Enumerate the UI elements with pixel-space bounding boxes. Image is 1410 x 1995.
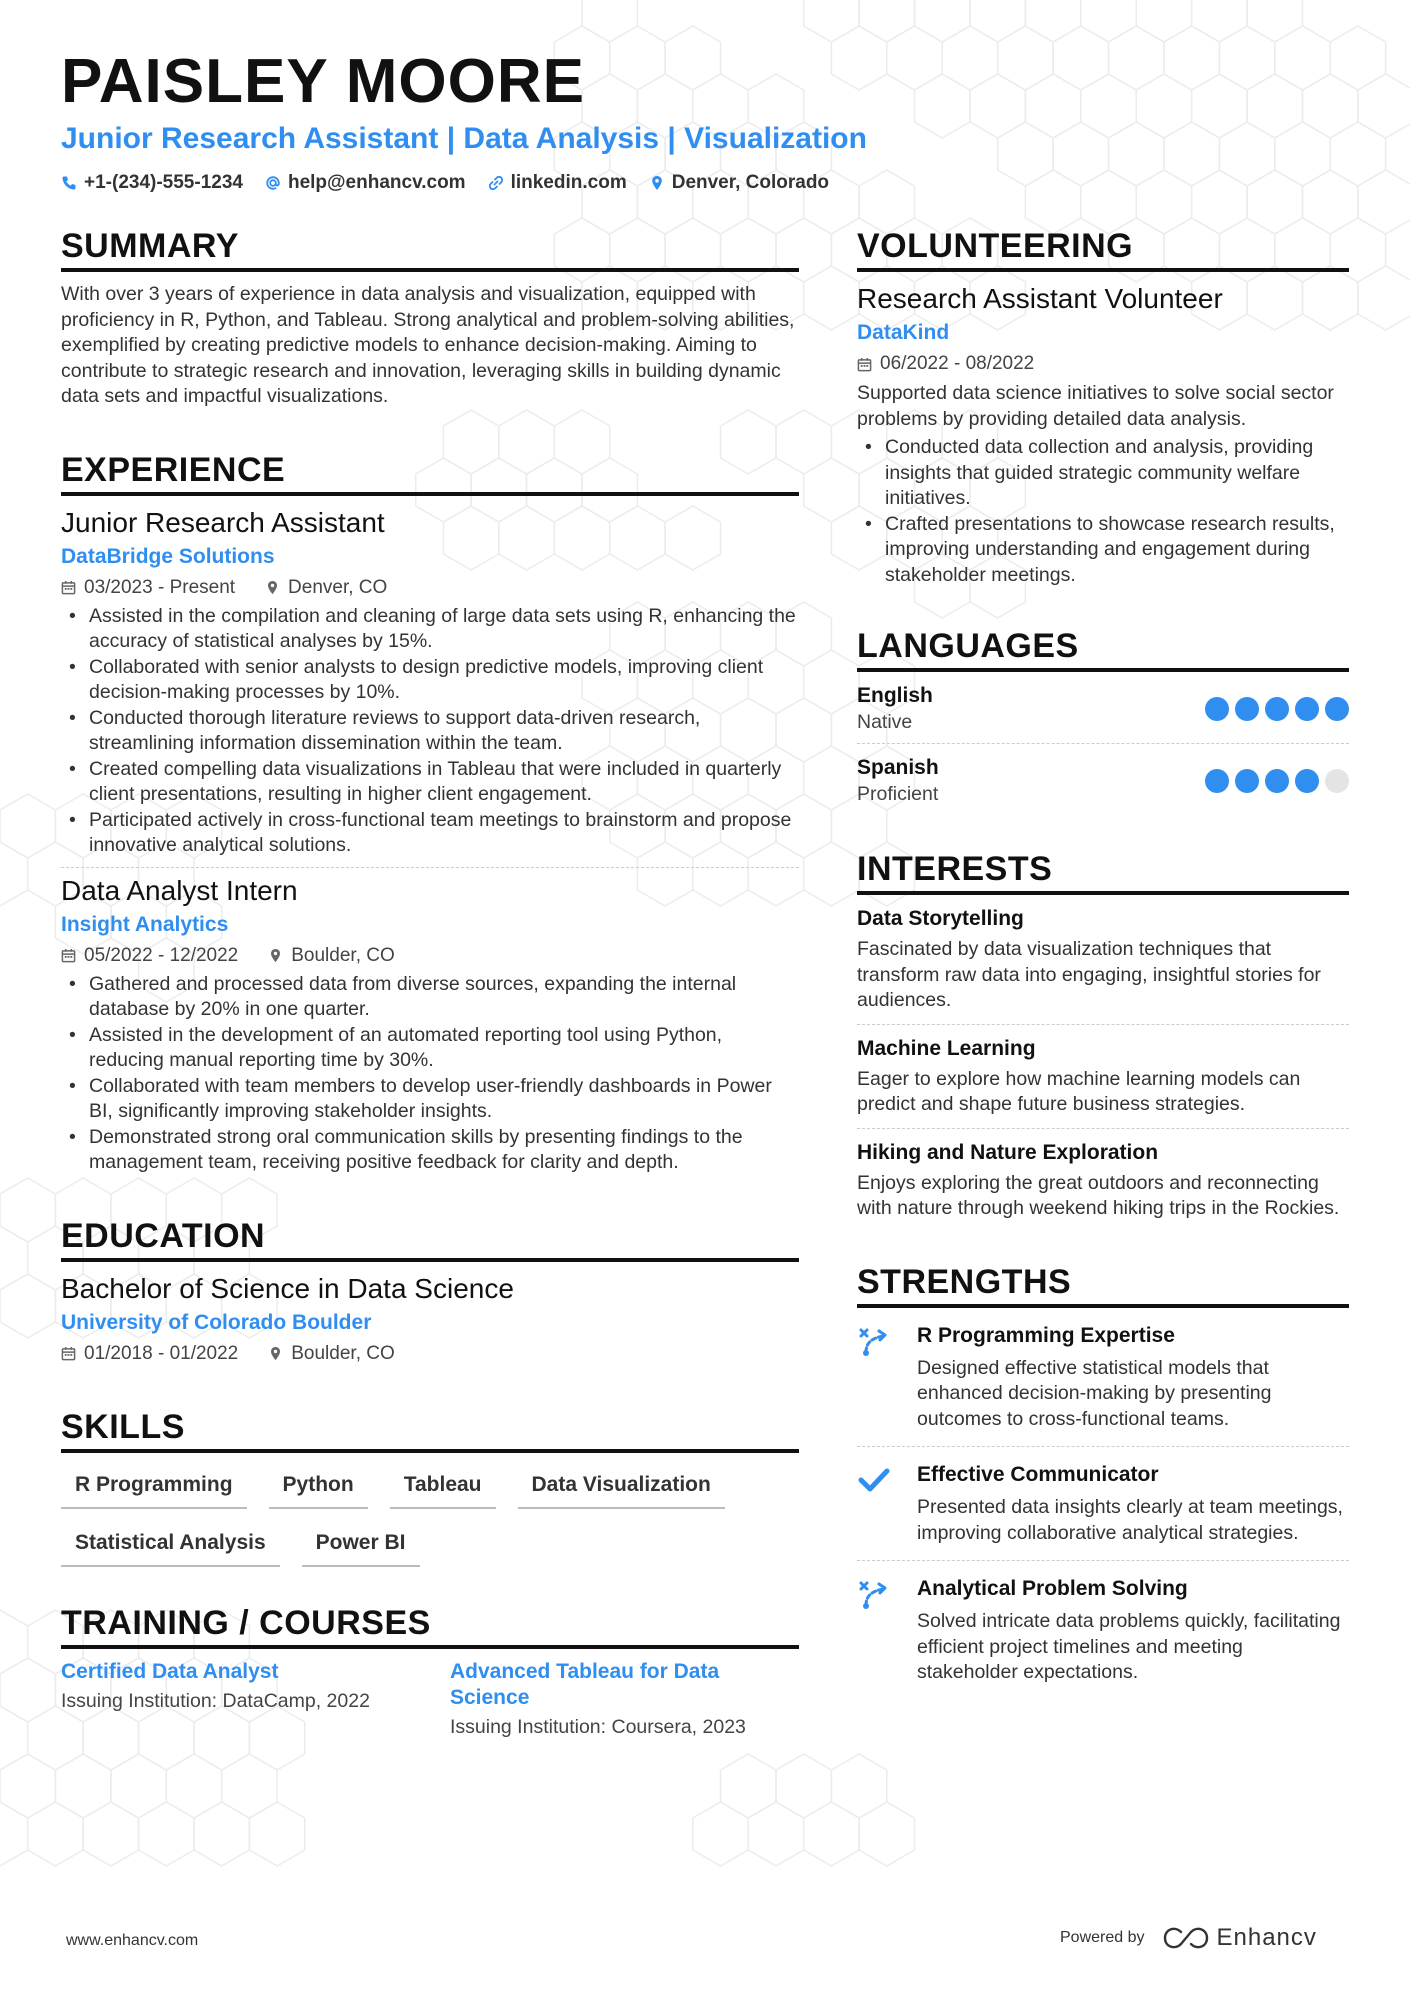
interest-item	[857, 1035, 1349, 1129]
course-name: Certified Data Analyst	[61, 1659, 279, 1683]
degree-title: Bachelor of Science in Data Science	[61, 1272, 514, 1304]
left-column	[61, 226, 799, 1770]
company-name: Insight Analytics	[61, 912, 229, 936]
bullet-item: • Demonstrated strong oral communication skills by presenting findings to the management team, receiving positive feedback for clarity and depth.	[61, 1125, 799, 1176]
experience-heading: EXPERIENCE	[61, 450, 799, 496]
strength-description: Designed effective statistical models that enhanced decision-making by presenting outcomes to cross-functional teams.	[917, 1356, 1272, 1430]
bullet-item: • Conducted thorough literature reviews to support data-driven research, streamlining information dissemination within the team.	[61, 706, 799, 757]
volunteer-bullets	[857, 435, 1349, 588]
course-institution: Issuing Institution: DataCamp, 2022	[61, 1689, 370, 1712]
at-icon	[265, 175, 281, 191]
enhancv-logo[interactable]	[1163, 1924, 1317, 1952]
contact-location	[649, 170, 829, 196]
summary-section	[61, 226, 799, 410]
strategy-icon	[857, 1324, 891, 1358]
entry-divider	[61, 867, 799, 868]
calendar-icon	[61, 948, 76, 963]
interests-section	[857, 849, 1349, 1222]
contact-phone[interactable]	[61, 170, 243, 196]
strength-description: Solved intricate data problems quickly, facilitating efficient project timelines and meeting stakeholder expectations.	[917, 1610, 1341, 1683]
education-heading: EDUCATION	[61, 1216, 799, 1262]
calendar-icon	[857, 357, 872, 372]
bullet-item: • Collaborated with senior analysts to design predictive models, improving client decision-making processes by 10%.	[61, 655, 799, 706]
rating-dot-filled	[1235, 697, 1259, 721]
checkmark-icon	[857, 1463, 891, 1497]
phone-text: +1-(234)-555-1234	[84, 172, 243, 193]
location-pin-icon	[649, 175, 665, 191]
link-icon	[488, 175, 504, 191]
experience-section	[61, 450, 799, 1176]
school-name: University of Colorado Boulder	[61, 1310, 372, 1334]
volunteer-org: DataKind	[857, 321, 950, 344]
location-pin-icon	[268, 1346, 283, 1361]
language-name: English	[857, 684, 933, 707]
education-dates	[61, 1341, 238, 1367]
strategy-icon	[857, 1577, 891, 1611]
volunteer-dates-text: 06/2022 - 08/2022	[880, 353, 1035, 374]
job-title: Data Analyst Intern	[61, 874, 298, 906]
skill-tag: R Programming	[61, 1471, 247, 1509]
contact-email[interactable]	[265, 170, 466, 196]
language-item	[857, 744, 1349, 815]
summary-text: With over 3 years of experience in data analysis and visualization, equipped with proficiency in R, Python, and Tableau. Strong analytical and problem-solving abilities, exemplified by creating predictive models to enhance decision-making. Aiming to contribute to strategic research and innovation, leveraging skills in building dynamic data sets and impactful visualizations.	[61, 283, 795, 407]
job-location	[268, 943, 395, 969]
calendar-icon	[61, 1346, 76, 1361]
languages-heading: LANGUAGES	[857, 626, 1349, 672]
skill-tag: Data Visualization	[518, 1471, 725, 1509]
strength-title: Effective Communicator	[917, 1463, 1159, 1486]
location-text: Denver, Colorado	[671, 172, 830, 193]
languages-section	[857, 626, 1349, 815]
education-section	[61, 1216, 799, 1367]
skill-tag: Statistical Analysis	[61, 1529, 280, 1567]
strengths-heading: STRENGTHS	[857, 1262, 1349, 1308]
strength-item	[857, 1575, 1349, 1686]
rating-dot-filled	[1205, 697, 1229, 721]
language-name: Spanish	[857, 756, 939, 779]
education-dates-text: 01/2018 - 01/2022	[84, 1342, 239, 1364]
strengths-section	[857, 1262, 1349, 1686]
language-level: Proficient	[857, 783, 939, 805]
bullet-item: • Conducted data collection and analysis, providing insights that guided strategic community welfare initiatives.	[857, 435, 1349, 512]
training-heading: TRAINING / COURSES	[61, 1603, 799, 1649]
job-dates	[61, 943, 238, 969]
course-list	[61, 1659, 799, 1740]
bullet-item: • Gathered and processed data from diverse sources, expanding the internal database by 20% in one quarter.	[61, 972, 799, 1023]
strength-item	[857, 1461, 1349, 1561]
contact-row	[61, 170, 1361, 196]
interest-title: Data Storytelling	[857, 907, 1024, 930]
education-location	[268, 1341, 395, 1367]
volunteer-dates	[857, 351, 1034, 377]
rating-dot-filled	[1205, 769, 1229, 793]
brand-name: Enhancv	[1216, 1924, 1317, 1951]
rating-dot-filled	[1325, 697, 1349, 721]
rating-dot-filled	[1295, 697, 1319, 721]
skill-tag: Power BI	[302, 1529, 420, 1567]
interests-heading: INTERESTS	[857, 849, 1349, 895]
bullet-item: • Created compelling data visualizations in Tableau that were included in quarterly client presentations, resulting in higher client engagement.	[61, 757, 799, 808]
calendar-icon	[61, 580, 76, 595]
rating-dot-filled	[1295, 769, 1319, 793]
interest-description: Fascinated by data visualization techniques that transform raw data into engaging, insightful stories for audiences.	[857, 938, 1321, 1011]
strength-description: Presented data insights clearly at team meetings, improving collaborative analytical strategies.	[917, 1496, 1343, 1544]
skill-tag: Python	[269, 1471, 368, 1509]
email-text: help@enhancv.com	[287, 172, 466, 193]
phone-icon	[61, 175, 77, 191]
interest-item	[857, 1139, 1349, 1222]
powered-by-label: Powered by	[1060, 1929, 1145, 1946]
job-location	[265, 575, 387, 601]
bullet-item: • Assisted in the development of an automated reporting tool using Python, reducing manual reporting time by 30%.	[61, 1023, 799, 1074]
volunteer-meta	[857, 351, 1349, 377]
interest-description: Enjoys exploring the great outdoors and reconnecting with nature through weekend hiking trips in the Rockies.	[857, 1171, 1340, 1219]
job-dates	[61, 575, 235, 601]
company-name: DataBridge Solutions	[61, 544, 275, 568]
enhancv-logo-icon	[1163, 1926, 1209, 1950]
bullet-item: • Crafted presentations to showcase research results, improving understanding and engagement during stakeholder meetings.	[857, 512, 1349, 589]
job-bullets	[61, 972, 799, 1176]
skill-tag: Tableau	[390, 1471, 496, 1509]
volunteering-section	[857, 226, 1349, 588]
job-dates-text: 05/2022 - 12/2022	[84, 944, 239, 966]
job-location-text: Boulder, CO	[291, 944, 395, 966]
location-pin-icon	[265, 580, 280, 595]
education-meta	[61, 1341, 799, 1367]
strength-title: Analytical Problem Solving	[917, 1577, 1188, 1600]
strength-title: R Programming Expertise	[917, 1323, 1175, 1347]
candidate-headline: Junior Research Assistant | Data Analysis | Visualization	[61, 122, 867, 155]
job-location-text: Denver, CO	[288, 576, 388, 598]
language-level: Native	[857, 711, 913, 733]
volunteer-role: Research Assistant Volunteer	[857, 283, 1223, 314]
candidate-name: PAISLEY MOORE	[61, 47, 586, 116]
interest-item	[857, 905, 1349, 1025]
volunteer-description: Supported data science initiatives to solve social sector problems by providing detailed data analysis.	[857, 382, 1334, 430]
job-bullets	[61, 604, 799, 859]
footer-website[interactable]: www.enhancv.com	[66, 1932, 199, 1949]
job-title: Junior Research Assistant	[61, 506, 385, 538]
education-location-text: Boulder, CO	[291, 1342, 395, 1364]
rating-dot-filled	[1265, 769, 1289, 793]
language-rating-dots	[1205, 697, 1349, 721]
training-section	[61, 1603, 799, 1740]
linkedin-text: linkedin.com	[510, 172, 627, 193]
job-meta	[61, 943, 799, 969]
course-item	[61, 1659, 420, 1740]
course-institution: Issuing Institution: Coursera, 2023	[449, 1715, 746, 1738]
contact-linkedin[interactable]	[488, 170, 627, 196]
skills-section	[61, 1407, 799, 1567]
language-item	[857, 672, 1349, 744]
skills-heading: SKILLS	[61, 1407, 799, 1453]
right-column	[857, 226, 1349, 1716]
experience-entry	[61, 874, 799, 1176]
rating-dot-empty	[1325, 769, 1349, 793]
course-name: Advanced Tableau for Data Science	[449, 1659, 720, 1709]
interest-title: Hiking and Nature Exploration	[857, 1140, 1159, 1164]
interest-title: Machine Learning	[857, 1036, 1036, 1060]
job-meta	[61, 575, 799, 601]
job-dates-text: 03/2023 - Present	[84, 576, 236, 598]
rating-dot-filled	[1265, 697, 1289, 721]
bullet-item: • Participated actively in cross-functional team meetings to brainstorm and propose innovative analytical solutions.	[61, 808, 799, 859]
experience-entry	[61, 506, 799, 859]
course-item	[450, 1659, 799, 1740]
summary-heading: SUMMARY	[61, 226, 799, 272]
skills-list	[61, 1471, 799, 1567]
footer-branding	[1060, 1924, 1317, 1952]
rating-dot-filled	[1235, 769, 1259, 793]
language-rating-dots	[1205, 769, 1349, 793]
strength-item	[857, 1322, 1349, 1448]
volunteering-heading: VOLUNTEERING	[857, 226, 1349, 272]
location-pin-icon	[268, 948, 283, 963]
interest-description: Eager to explore how machine learning models can predict and shape future business strategies.	[857, 1067, 1301, 1115]
bullet-item: • Collaborated with team members to develop user-friendly dashboards in Power BI, significantly improving stakeholder insights.	[61, 1074, 799, 1125]
bullet-item: • Assisted in the compilation and cleaning of large data sets using R, enhancing the accuracy of statistical analyses by 15%.	[61, 604, 799, 655]
resume-header	[61, 46, 1361, 196]
